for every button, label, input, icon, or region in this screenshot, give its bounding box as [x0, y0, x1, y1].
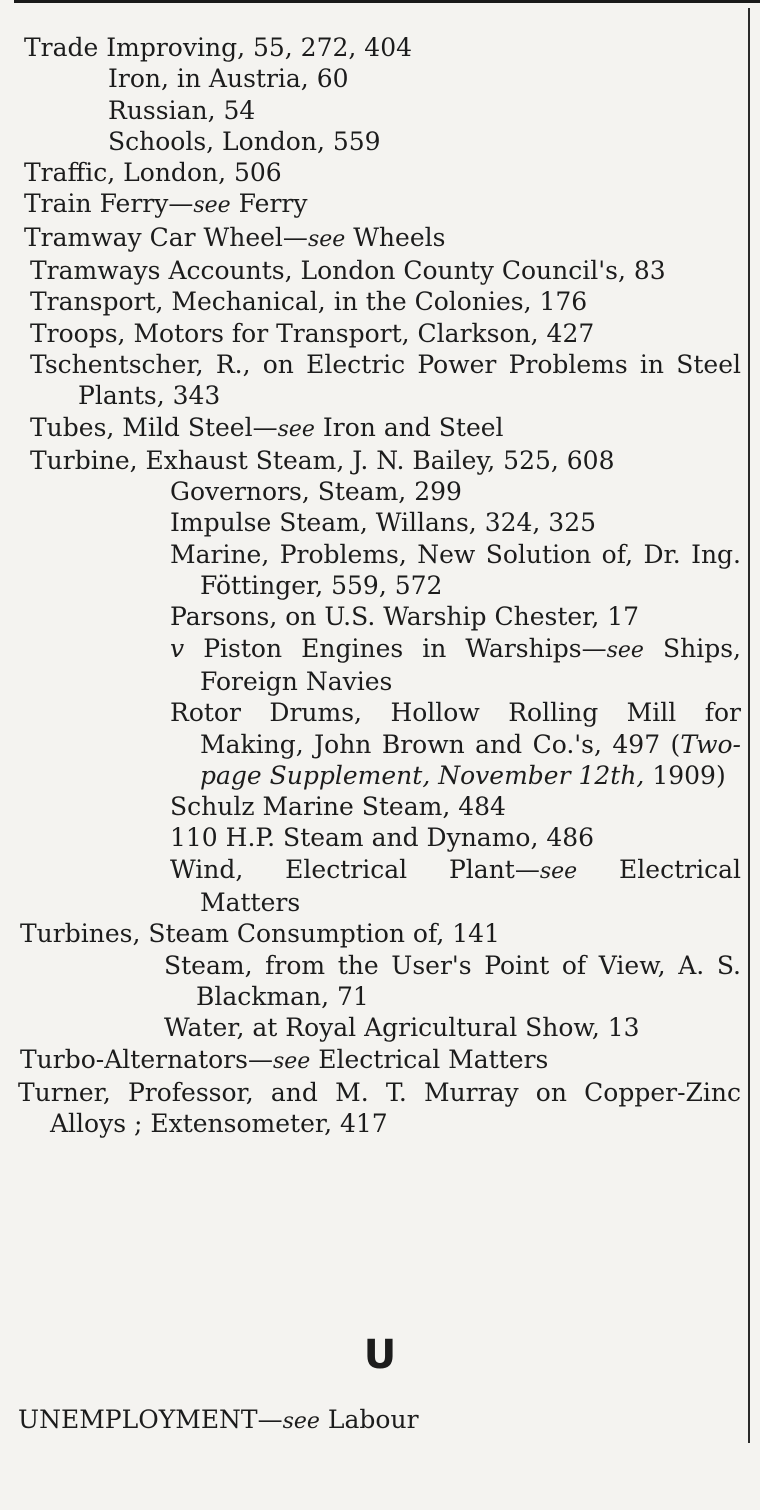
column-rule [748, 8, 750, 1443]
entry-text: Piston Engines in Warships— [184, 633, 607, 663]
entry-text: v [170, 633, 185, 663]
index-entry-turbine: Turbine, Exhaust Steam, J. N. Bailey, 525, 608 [30, 445, 615, 475]
index-subentry-turbine-schulz: Schulz Marine Steam, 484 [170, 792, 506, 822]
see-reference: see [282, 1409, 320, 1434]
index-entry-turbines: Turbines, Steam Consumption of, 141 [20, 919, 500, 949]
see-reference: see [272, 1048, 311, 1074]
index-subentry-turbine-parsons: Parsons, on U.S. Warship Chester, 17 [170, 602, 640, 632]
entry-text: Tramway Car Wheel— [24, 222, 308, 252]
index-entry-train-ferry [0, 188, 745, 221]
index-entry-turbo-alternators [0, 1044, 745, 1077]
index-subentry-turbine-impulse: Impulse Steam, Willans, 324, 325 [170, 508, 597, 538]
entry-text: Iron and Steel [314, 412, 504, 442]
index-entry-tramway-car-wheel [0, 222, 745, 255]
see-reference: see [193, 193, 231, 219]
entry-text: Turbo-Alternators— [20, 1044, 273, 1074]
index-subentry-trade-russian: Russian, 54 [108, 95, 256, 125]
entry-text: Wheels [345, 222, 446, 252]
entry-text: Labour [319, 1405, 419, 1434]
index-entry-traffic: Traffic, London, 506 [24, 158, 282, 188]
see-reference: see [539, 858, 578, 884]
index-subentry-trade-schools: Schools, London, 559 [108, 126, 381, 156]
entry-text: Ferry [230, 189, 308, 219]
index-subentry-turbine-rotor [0, 697, 745, 791]
index-subentry-turbine-piston [0, 633, 745, 698]
index-subentry-trade-iron: Iron, in Austria, 60 [108, 64, 349, 94]
index-subentry-turbine-110hp: 110 H.P. Steam and Dynamo, 486 [170, 823, 595, 853]
index-entry-tschentscher: Tschentscher, R., on Electric Power Problems in Steel Plants, 343 [30, 349, 741, 411]
entry-text: Electrical Matters [200, 854, 741, 918]
index-subentry-turbine-governors: Governors, Steam, 299 [170, 477, 462, 507]
index-entry-unemployment [18, 1404, 419, 1437]
entry-text: Wind, Electrical Plant— [170, 854, 540, 884]
index-entry-troops: Troops, Motors for Transport, Clarkson, 427 [30, 318, 595, 348]
index-subentry-turbines-water: Water, at Royal Agricultural Show, 13 [164, 1013, 640, 1043]
see-reference: see [307, 226, 346, 252]
index-subentry-turbines-steam: Steam, from the User's Point of View, A. S. Blackman, 71 [164, 950, 741, 1011]
entry-text: Rotor Drums, Hollow Rolling Mill for Making, John Brown and Co.'s, 497 ( [170, 698, 741, 759]
index-subentry-turbine-marine: Marine, Problems, New Solution of, Dr. Ing. Föttinger, 559, 572 [170, 539, 741, 601]
see-reference: see [606, 637, 644, 663]
index-entry-turner: Turner, Professor, and M. T. Murray on Copper-Zinc Alloys ; Extensometer, 417 [18, 1077, 741, 1139]
entry-text: Electrical Matters [310, 1044, 549, 1074]
entry-text: UNEMPLOYMENT— [18, 1405, 283, 1434]
index-subentry-turbine-wind [0, 854, 745, 919]
index-entry-trade-improving: Trade Improving, 55, 272, 404 [24, 33, 413, 62]
section-letter-u: U [363, 1332, 397, 1378]
index-entry-tubes [0, 412, 745, 445]
index-entry-transport: Transport, Mechanical, in the Colonies, 176 [30, 287, 588, 317]
top-rule [14, 0, 760, 3]
entry-text: Train Ferry— [24, 189, 194, 219]
see-reference: see [277, 416, 315, 442]
entry-text: Two-page Supplement, November 12th, [200, 729, 741, 790]
entry-text: Tubes, Mild Steel— [30, 412, 278, 442]
entry-text: Ships, Foreign Navies [200, 633, 741, 696]
index-column [0, 32, 745, 1139]
entry-text: 1909) [644, 760, 726, 790]
index-entry-tramways-accounts: Tramways Accounts, London County Council's, 83 [30, 256, 666, 286]
